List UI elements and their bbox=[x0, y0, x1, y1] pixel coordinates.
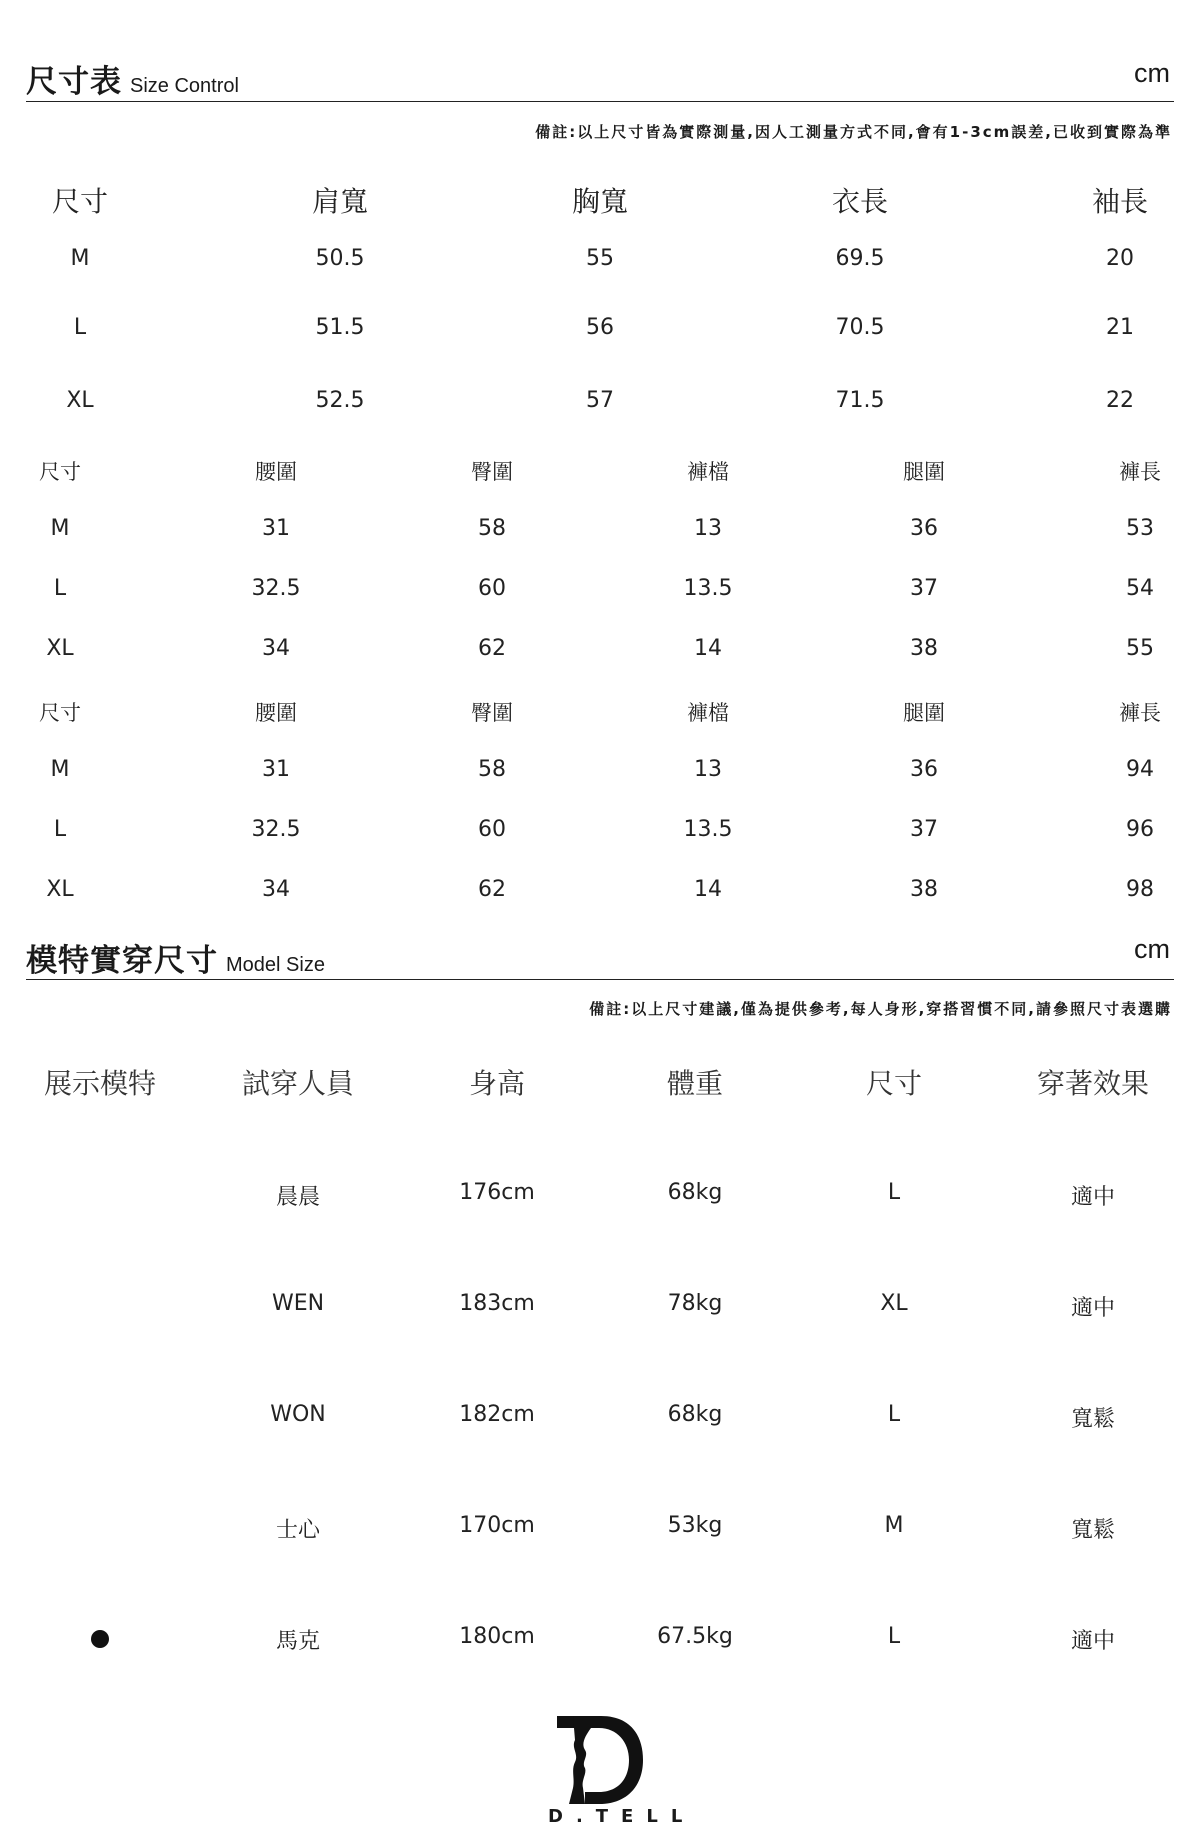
size-label: M bbox=[50, 757, 70, 782]
column-header: 胸寬 bbox=[571, 185, 629, 218]
table-cell: 96 bbox=[1126, 817, 1154, 842]
table-cell: 13 bbox=[694, 516, 722, 541]
column-header: 臀圍 bbox=[471, 701, 513, 725]
column-header: 肩寬 bbox=[311, 185, 369, 218]
model-size-divider bbox=[26, 979, 1174, 980]
size-label: XL bbox=[46, 877, 74, 902]
table-cell: 71.5 bbox=[835, 388, 885, 413]
table-cell: 94 bbox=[1126, 757, 1154, 782]
column-header: 尺寸 bbox=[39, 460, 81, 484]
table-cell: 38 bbox=[910, 636, 938, 661]
model-weight: 67.5kg bbox=[657, 1624, 733, 1649]
column-header: 體重 bbox=[666, 1067, 724, 1100]
model-weight: 68kg bbox=[667, 1180, 723, 1205]
table-cell: 62 bbox=[478, 877, 506, 902]
table-cell: 57 bbox=[586, 388, 614, 413]
table-cell: 58 bbox=[478, 516, 506, 541]
size-label: XL bbox=[66, 388, 94, 413]
model-height: 183cm bbox=[459, 1291, 535, 1316]
column-header: 腿圍 bbox=[903, 460, 945, 484]
table-cell: 51.5 bbox=[315, 315, 365, 340]
table-cell: 13 bbox=[694, 757, 722, 782]
column-header: 褲長 bbox=[1119, 701, 1161, 725]
table-cell: 54 bbox=[1126, 576, 1154, 601]
model-size: L bbox=[887, 1402, 901, 1427]
table-cell: 13.5 bbox=[683, 576, 733, 601]
column-header: 褲長 bbox=[1119, 460, 1161, 484]
table-cell: 69.5 bbox=[835, 246, 885, 271]
column-header: 褲檔 bbox=[687, 701, 729, 725]
model-fit: 適中 bbox=[1070, 1296, 1116, 1321]
column-header: 尺寸 bbox=[865, 1067, 923, 1100]
column-header: 尺寸 bbox=[39, 701, 81, 725]
model-height: 180cm bbox=[459, 1624, 535, 1649]
table-cell: 38 bbox=[910, 877, 938, 902]
column-header: 試穿人員 bbox=[241, 1067, 355, 1100]
column-header: 腿圍 bbox=[903, 701, 945, 725]
model-weight: 78kg bbox=[667, 1291, 723, 1316]
dtell-logo-icon bbox=[555, 1710, 645, 1810]
table-cell: 55 bbox=[586, 246, 614, 271]
model-fit: 寬鬆 bbox=[1070, 1407, 1116, 1432]
model-size-header bbox=[26, 935, 325, 980]
column-header: 衣長 bbox=[831, 185, 889, 218]
table-cell: 37 bbox=[910, 817, 938, 842]
table-cell: 31 bbox=[262, 757, 290, 782]
table-cell: 20 bbox=[1106, 246, 1134, 271]
column-header: 袖長 bbox=[1091, 185, 1149, 218]
size-chart-unit: cm bbox=[1134, 58, 1170, 88]
size-label: L bbox=[53, 817, 67, 842]
model-name: WON bbox=[270, 1402, 326, 1427]
table-cell: 60 bbox=[478, 817, 506, 842]
column-header: 身高 bbox=[468, 1067, 526, 1100]
model-fit: 適中 bbox=[1070, 1185, 1116, 1210]
column-header: 褲檔 bbox=[687, 460, 729, 484]
table-cell: 13.5 bbox=[683, 817, 733, 842]
model-size: M bbox=[884, 1513, 904, 1538]
table-cell: 22 bbox=[1106, 388, 1134, 413]
table-cell: 14 bbox=[694, 877, 722, 902]
model-fit: 適中 bbox=[1070, 1629, 1116, 1654]
model-marker-dot bbox=[91, 1630, 109, 1648]
model-weight: 53kg bbox=[667, 1513, 723, 1538]
column-header: 展示模特 bbox=[43, 1067, 157, 1100]
size-label: M bbox=[50, 516, 70, 541]
table-cell: 37 bbox=[910, 576, 938, 601]
size-chart-header bbox=[26, 56, 239, 101]
table-cell: 70.5 bbox=[835, 315, 885, 340]
model-name: 士心 bbox=[275, 1518, 321, 1543]
model-fit: 寬鬆 bbox=[1070, 1518, 1116, 1543]
size-chart-title: 尺寸表 bbox=[26, 64, 122, 100]
table-cell: 50.5 bbox=[315, 246, 365, 271]
model-size: XL bbox=[880, 1291, 908, 1316]
table-cell: 34 bbox=[262, 877, 290, 902]
model-height: 182cm bbox=[459, 1402, 535, 1427]
table-cell: 36 bbox=[910, 757, 938, 782]
model-weight: 68kg bbox=[667, 1402, 723, 1427]
model-name: WEN bbox=[271, 1291, 325, 1316]
table-cell: 21 bbox=[1106, 315, 1134, 340]
table-cell: 56 bbox=[586, 315, 614, 340]
table-cell: 62 bbox=[478, 636, 506, 661]
model-size-unit: cm bbox=[1134, 934, 1170, 964]
brand-logo bbox=[555, 1710, 645, 1810]
table-cell: 55 bbox=[1126, 636, 1154, 661]
model-size: L bbox=[887, 1180, 901, 1205]
model-name: 馬克 bbox=[275, 1629, 321, 1654]
table-cell: 34 bbox=[262, 636, 290, 661]
table-cell: 52.5 bbox=[315, 388, 365, 413]
model-height: 170cm bbox=[459, 1513, 535, 1538]
model-name: 晨晨 bbox=[275, 1185, 321, 1210]
table-cell: 31 bbox=[262, 516, 290, 541]
column-header: 臀圍 bbox=[471, 460, 513, 484]
table-cell: 53 bbox=[1126, 516, 1154, 541]
model-size-title: 模特實穿尺寸 bbox=[26, 943, 218, 979]
column-header: 腰圍 bbox=[255, 460, 297, 484]
size-chart-note: 備註:以上尺寸皆為實際測量,因人工測量方式不同,會有1-3cm誤差,已收到實際為準 bbox=[535, 123, 1172, 141]
model-size-note: 備註:以上尺寸建議,僅為提供參考,每人身形,穿搭習慣不同,請參照尺寸表選購 bbox=[589, 1000, 1172, 1018]
table-cell: 32.5 bbox=[251, 576, 301, 601]
table-cell: 14 bbox=[694, 636, 722, 661]
size-chart-subtitle: Size Control bbox=[130, 75, 239, 97]
size-label: L bbox=[73, 315, 87, 340]
size-label: XL bbox=[46, 636, 74, 661]
size-chart-divider bbox=[26, 101, 1174, 102]
column-header: 尺寸 bbox=[51, 185, 109, 218]
table-cell: 60 bbox=[478, 576, 506, 601]
column-header: 腰圍 bbox=[255, 701, 297, 725]
column-header: 穿著效果 bbox=[1036, 1067, 1150, 1100]
size-label: L bbox=[53, 576, 67, 601]
model-height: 176cm bbox=[459, 1180, 535, 1205]
model-size: L bbox=[887, 1624, 901, 1649]
size-label: M bbox=[70, 246, 90, 271]
table-cell: 32.5 bbox=[251, 817, 301, 842]
table-cell: 36 bbox=[910, 516, 938, 541]
model-size-subtitle: Model Size bbox=[226, 954, 325, 976]
brand-logo-text: D.TELL bbox=[548, 1806, 696, 1827]
table-cell: 58 bbox=[478, 757, 506, 782]
table-cell: 98 bbox=[1126, 877, 1154, 902]
